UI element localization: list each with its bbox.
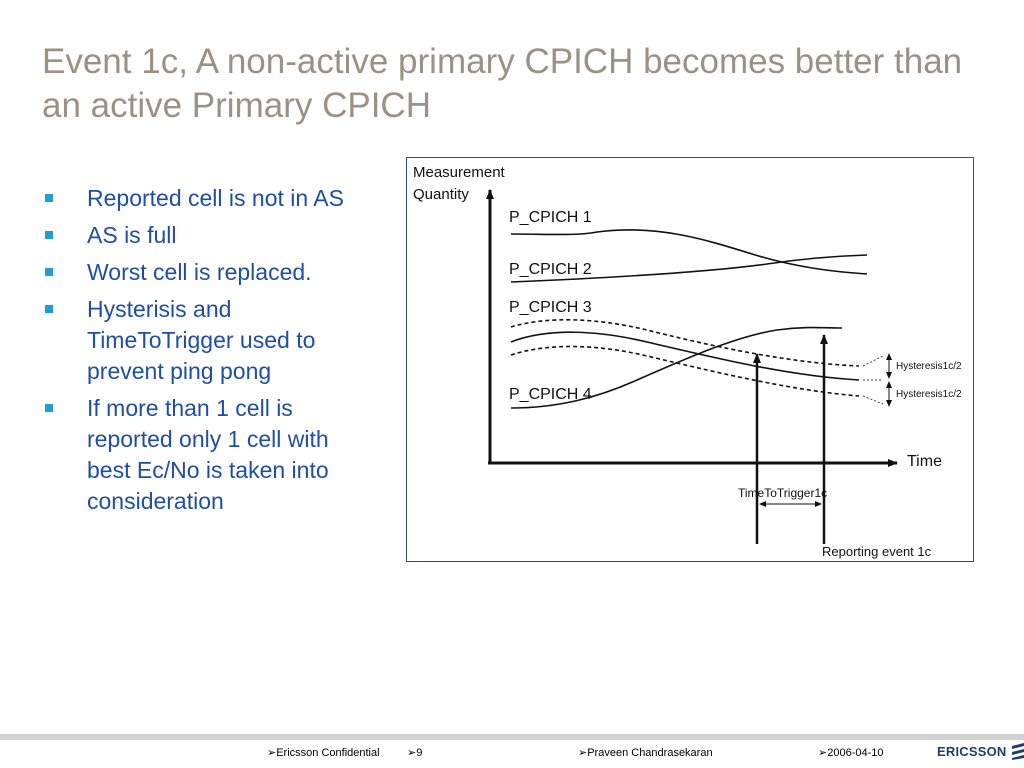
arrow-bullet-icon: ➢ [578,747,588,759]
bullet-item [42,294,362,387]
square-bullet-icon [45,305,53,313]
p-cpich-2-label: P_CPICH 2 [509,261,592,278]
square-bullet-icon [45,194,53,202]
arrow-bullet-icon: ➢ [407,747,417,759]
footer-divider [0,734,1024,740]
bullet-text: Reported cell is not in AS [87,185,344,211]
hysteresis-dash-bottom [863,396,883,404]
footer-date: ➢2006-04-10 [818,747,884,759]
bullet-item [42,220,362,251]
bullet-text: Hysterisis and TimeToTrigger used to prevent ping pong [87,296,316,384]
slide-title: Event 1c, A non-active primary CPICH becomes better than an active Primary CPICH [42,42,963,125]
reporting-event-label: Reporting event 1c [822,544,932,559]
time-to-trigger-label: TimeToTrigger1c [738,486,828,500]
ericsson-logo [937,742,1024,760]
p-cpich-3-label: P_CPICH 3 [509,299,592,316]
bullet-item [42,393,362,517]
logo-text: ERICSSON [937,743,1007,759]
hysteresis-label: Hysteresis1c/2 [896,389,962,400]
bullet-item [42,183,362,214]
square-bullet-icon [45,268,53,276]
footer-page-number: ➢9 [407,747,423,759]
y-axis-label: Quantity [413,186,469,203]
x-axis-label: Time [907,453,942,470]
square-bullet-icon [45,231,53,239]
square-bullet-icon [45,404,53,412]
footer-author: ➢Praveen Chandrasekaran [578,747,713,759]
p-cpich-4-label: P_CPICH 4 [509,386,592,403]
hysteresis-label: Hysteresis1c/2 [896,361,962,372]
footer-confidential: ➢Ericsson Confidential [267,747,380,759]
arrow-bullet-icon: ➢ [818,747,828,759]
bullet-text: If more than 1 cell is reported only 1 cell with best Ec/No is taken into consideration [87,395,329,514]
event-1c-diagram [406,157,974,562]
y-axis-label: Measurement [413,164,505,181]
bullet-item [42,257,362,288]
hysteresis-dash-top [863,356,883,366]
ericsson-stripes-icon [1011,742,1024,760]
bullet-list [42,183,362,523]
bullet-text: AS is full [87,222,177,248]
diagram-canvas [407,158,973,561]
arrow-bullet-icon: ➢ [267,747,277,759]
bullet-text: Worst cell is replaced. [87,259,312,285]
p-cpich-1-label: P_CPICH 1 [509,209,592,226]
